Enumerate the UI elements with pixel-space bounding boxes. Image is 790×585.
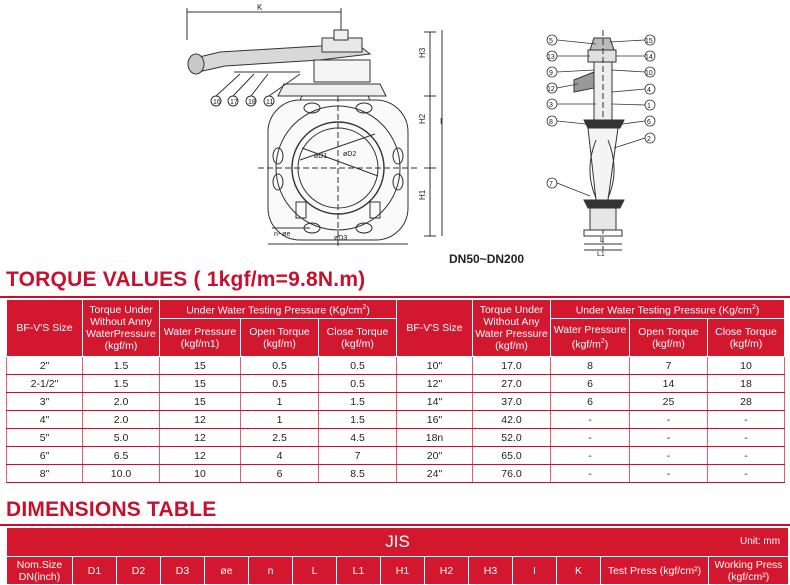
label-l1: L1 xyxy=(597,251,605,258)
dim-col-header: K xyxy=(557,557,601,585)
dim-col-header: I xyxy=(513,557,557,585)
callout-7: 7 xyxy=(549,181,553,188)
dim-col-header: Test Press (kgf/cm²) xyxy=(601,557,709,585)
callout-10: 10 xyxy=(645,70,653,77)
cell-tu: 10.0 xyxy=(83,465,160,483)
col-torque-under: Torque Under Without Anny WaterPressure (kgf/m) xyxy=(83,300,160,357)
side-view-drawing xyxy=(574,30,624,250)
callout-1: 1 xyxy=(647,103,651,110)
cell-tu2: 65.0 xyxy=(473,447,551,465)
cell-tu2: 27.0 xyxy=(473,375,551,393)
cell-size2: 20" xyxy=(397,447,473,465)
jis-header: JIS Unit: mm xyxy=(7,528,789,557)
front-view-drawing xyxy=(187,8,442,246)
col-torque-under-right: Torque Under Without Any Water Pressure (kgf/m) xyxy=(473,300,551,357)
cell-wp: 15 xyxy=(160,357,241,375)
callout-13: 13 xyxy=(547,54,555,61)
dim-col-header: Nom.Size DN(inch) xyxy=(7,557,73,585)
cell-size: 8" xyxy=(7,465,83,483)
callout-3: 3 xyxy=(549,102,553,109)
cell-ct2: 18 xyxy=(708,375,785,393)
unit-label: Unit: mm xyxy=(740,536,781,547)
callout-4: 4 xyxy=(647,87,651,94)
cell-wp2: - xyxy=(551,465,630,483)
callout-8: 8 xyxy=(549,119,553,126)
cell-ot: 1 xyxy=(241,393,319,411)
dim-col-header: øe xyxy=(205,557,249,585)
col-size-right: BF-V'S Size xyxy=(397,300,473,357)
dim-col-header: Working Press (kgf/cm²) xyxy=(709,557,789,585)
dim-col-header: H2 xyxy=(425,557,469,585)
cell-tu2: 17.0 xyxy=(473,357,551,375)
table-row xyxy=(7,375,785,393)
table-row xyxy=(7,447,785,465)
cell-ct: 4.5 xyxy=(319,429,397,447)
dim-col-header: H3 xyxy=(469,557,513,585)
cell-tu2: 42.0 xyxy=(473,411,551,429)
dim-col-header: D3 xyxy=(161,557,205,585)
cell-ct2: - xyxy=(708,429,785,447)
table-row xyxy=(7,411,785,429)
cell-tu2: 37.0 xyxy=(473,393,551,411)
cell-size2: 16" xyxy=(397,411,473,429)
table-row xyxy=(7,429,785,447)
cell-wp: 12 xyxy=(160,411,241,429)
cell-ot2: 14 xyxy=(630,375,708,393)
cell-wp2: - xyxy=(551,429,630,447)
cell-ot2: 7 xyxy=(630,357,708,375)
cell-ct2: 10 xyxy=(708,357,785,375)
col-open-torque-right: Open Torque (kgf/m) xyxy=(630,319,708,357)
dim-col-header: D1 xyxy=(73,557,117,585)
cell-ot2: 25 xyxy=(630,393,708,411)
cell-ot2: - xyxy=(630,429,708,447)
cell-wp2: 6 xyxy=(551,393,630,411)
cell-ot2: - xyxy=(630,411,708,429)
cell-ct: 7 xyxy=(319,447,397,465)
dn-range-label: DN50~DN200 xyxy=(449,252,525,266)
cell-ct2: 28 xyxy=(708,393,785,411)
cell-tu: 2.0 xyxy=(83,393,160,411)
cell-ct: 8.5 xyxy=(319,465,397,483)
cell-ot: 0.5 xyxy=(241,375,319,393)
col-close-torque-right: Close Torque (kgf/m) xyxy=(708,319,785,357)
cell-wp: 15 xyxy=(160,375,241,393)
label-k: K xyxy=(257,3,263,12)
cell-ot2: - xyxy=(630,465,708,483)
cell-ot: 2.5 xyxy=(241,429,319,447)
cell-size: 4" xyxy=(7,411,83,429)
cell-ct: 0.5 xyxy=(319,357,397,375)
callout-17: 17 xyxy=(230,99,238,106)
callout-12: 12 xyxy=(547,86,555,93)
label-h1: H1 xyxy=(418,189,427,200)
cell-ct: 1.5 xyxy=(319,393,397,411)
label-h2: H2 xyxy=(418,113,427,124)
cell-size2: 12" xyxy=(397,375,473,393)
cell-ct2: - xyxy=(708,465,785,483)
col-water-pressure: Water Pressure (kgf/m1) xyxy=(160,319,241,357)
cell-size: 2-1/2" xyxy=(7,375,83,393)
cell-wp2: 8 xyxy=(551,357,630,375)
dim-col-header: D2 xyxy=(117,557,161,585)
cell-wp: 15 xyxy=(160,393,241,411)
cell-tu: 1.5 xyxy=(83,357,160,375)
cell-size2: 10" xyxy=(397,357,473,375)
cell-ct2: - xyxy=(708,411,785,429)
callout-11: 11 xyxy=(266,99,274,106)
cell-tu: 1.5 xyxy=(83,375,160,393)
col-group-right: Under Water Testing Pressure $(Kg/cm^2)$ xyxy=(551,300,785,319)
cell-size: 2" xyxy=(7,357,83,375)
cell-wp: 12 xyxy=(160,447,241,465)
callout-16: 16 xyxy=(213,99,221,106)
cell-size: 3" xyxy=(7,393,83,411)
torque-divider xyxy=(0,296,790,298)
cell-wp2: 6 xyxy=(551,375,630,393)
label-l: L xyxy=(600,237,604,244)
torque-table xyxy=(6,299,785,483)
callout-2: 2 xyxy=(647,136,651,143)
cell-ot: 4 xyxy=(241,447,319,465)
cell-ct: 1.5 xyxy=(319,411,397,429)
label-d1: øD1 xyxy=(314,153,328,160)
cell-ct: 0.5 xyxy=(319,375,397,393)
torque-section-title: TORQUE VALUES ( 1kgf/m=9.8N.m) xyxy=(6,268,366,291)
dim-col-header: n xyxy=(249,557,293,585)
cell-size: 6" xyxy=(7,447,83,465)
callout-5: 5 xyxy=(549,38,553,45)
callout-9: 9 xyxy=(549,70,553,77)
dim-col-header: L1 xyxy=(337,557,381,585)
cell-size2: 24" xyxy=(397,465,473,483)
cell-ot: 0.5 xyxy=(241,357,319,375)
callout-6: 6 xyxy=(647,119,651,126)
cell-size2: 14" xyxy=(397,393,473,411)
callout-18: 18 xyxy=(248,99,256,106)
dim-col-header: L xyxy=(293,557,337,585)
cell-tu: 5.0 xyxy=(83,429,160,447)
cell-tu2: 52.0 xyxy=(473,429,551,447)
valve-drawings xyxy=(0,0,790,268)
dim-col-header: H1 xyxy=(381,557,425,585)
cell-wp: 10 xyxy=(160,465,241,483)
callout-14: 14 xyxy=(645,54,653,61)
dimensions-table xyxy=(6,527,789,585)
table-row xyxy=(7,393,785,411)
label-i: I xyxy=(440,117,443,126)
col-group-left: Under Water Testing Pressure $(Kg/cm^2)$ xyxy=(160,300,397,319)
dimensions-section-title: DIMENSIONS TABLE xyxy=(6,498,217,521)
callout-15: 15 xyxy=(645,38,653,45)
label-n-oe: n- øe xyxy=(274,231,291,238)
cell-tu: 2.0 xyxy=(83,411,160,429)
label-h3: H3 xyxy=(418,47,427,58)
cell-ot: 6 xyxy=(241,465,319,483)
col-open-torque: Open Torque (kgf/m) xyxy=(241,319,319,357)
col-close-torque: Close Torque (kgf/m) xyxy=(319,319,397,357)
cell-tu2: 76.0 xyxy=(473,465,551,483)
cell-tu: 6.5 xyxy=(83,447,160,465)
cell-wp2: - xyxy=(551,411,630,429)
label-d3: øD3 xyxy=(334,235,348,242)
cell-size2: 18n xyxy=(397,429,473,447)
cell-wp2: - xyxy=(551,447,630,465)
cell-ot2: - xyxy=(630,447,708,465)
cell-size: 5" xyxy=(7,429,83,447)
table-row xyxy=(7,357,785,375)
table-row xyxy=(7,465,785,483)
col-size: BF-V'S Size xyxy=(7,300,83,357)
dimensions-divider xyxy=(0,524,790,526)
col-water-pressure-right: Water Pressure $(kgf/m^2)$ xyxy=(551,319,630,357)
cell-ot: 1 xyxy=(241,411,319,429)
cell-wp: 12 xyxy=(160,429,241,447)
cell-ct2: - xyxy=(708,447,785,465)
label-d2: øD2 xyxy=(343,151,357,158)
